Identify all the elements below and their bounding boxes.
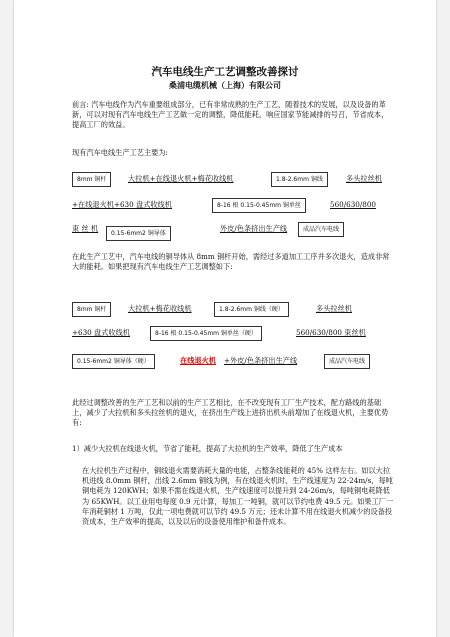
flow-text: 多头拉丝机 (346, 174, 382, 183)
flow-text: 大拉机+梅花收线机 (128, 304, 192, 313)
flow-text: 大拉机+在线退火机+梅花收线机 (128, 174, 234, 183)
flow-box: 8-16 根 0.15-0.45mm 铜单丝（硬） (150, 326, 262, 341)
flow-box: 8mm 铜杆 (72, 172, 111, 187)
flow-text-highlight: 在线退火机 (180, 356, 216, 365)
company-name: 桑浦电缆机械（上海）有限公司 (169, 81, 281, 90)
intro-paragraph: 前言: 汽车电线作为汽车重要组成部分，已有非常成熟的生产工艺，随着技术的发展，以及设备的革新，可以对现有汽车电线生产工艺做一定的调整，降低能耗，响应国家节能减排的号召，节省成本，提高工厂的效益。 (72, 100, 389, 130)
middle-paragraph: 在此生产工艺中，汽车电线的铜导体从 8mm 铜杆开始，需经过多道加工工序并多次退火，造成非常大的能耗。如果把现有汽车电线生产工艺调整如下: (72, 252, 390, 272)
current-process-flow (72, 172, 402, 242)
flow-text: 外皮/色条挤出生产线 (220, 224, 288, 233)
improved-process-flow (72, 302, 402, 374)
flow-box: 8mm 铜杆 (72, 302, 111, 317)
flow-text: +在线退火机+630 盘式收线机 (72, 200, 172, 209)
flow-text: 多头拉丝机 (316, 304, 352, 313)
document-title: 汽车电线生产工艺调整改善探讨 (151, 66, 299, 78)
flow-box: 0.15-6mm2 铜导体 (106, 226, 171, 241)
current-process-heading: 现有汽车电线生产工艺主要为: (72, 148, 168, 157)
flow-box: 成品汽车电线 (298, 222, 344, 237)
flow-text: 束 丝 机 (72, 224, 99, 233)
flow-text: 560/630/800 束丝机 (296, 328, 366, 337)
flow-box: 成品汽车电线 (324, 354, 370, 369)
flow-text: +630 盘式收线机 (72, 328, 130, 337)
flow-box: 8-16 根 0.15-0.45mm 铜单丝 (212, 198, 306, 213)
document-page (14, 0, 436, 637)
comparison-paragraph: 此经过调整改善的生产工艺和以前的生产工艺相比，在不改变现有工厂生产技术，配方路线的基础上，减少了大拉机和多头拉丝机的退火，在挤出生产线上进挤出机头前增加了在线退火机，主要优势有: (72, 398, 389, 428)
flow-text: +外皮/色条挤出生产线 (224, 356, 298, 365)
advantage-1-detail: 在大拉机生产过程中，铜线退火需要消耗大量的电能，占整条线能耗的 45% 这样左右。如以大拉机进线 8.0mm 铜杆，出线 2.6mm 铜线为例，有在线退火机时，生产线速度为 22-24m/s，每吨铜电耗为 120KWH；如果不需在线退火机，生产线速度可以提升到 24-26m/s，每吨铜电耗降低为 65KWH。以工业用电每度 0.9 元计算，每加工一吨铜，就可以节约电费 49.5 元。如果工厂一年消耗铜材 1 万吨，仅此一项电费就可以节约 49.5 万元；还未计算不用在线退火机减少的设备投资成本，生产效率的提高，以及以后的设备使用维护和备件成本。 (82, 466, 394, 527)
flow-box: 0.15-6mm2 铜导体（硬） (72, 354, 155, 369)
flow-box: 1.8-2.6mm 铜线 (271, 172, 328, 187)
flow-box: 1.8-2.6mm 铜线（硬） (214, 302, 289, 317)
advantage-1-title: 1）减少大拉机在线退火机，节省了能耗，提高了大拉机的生产效率，降低了生产成本 (72, 444, 343, 453)
flow-text: 560/630/800 (330, 200, 376, 209)
